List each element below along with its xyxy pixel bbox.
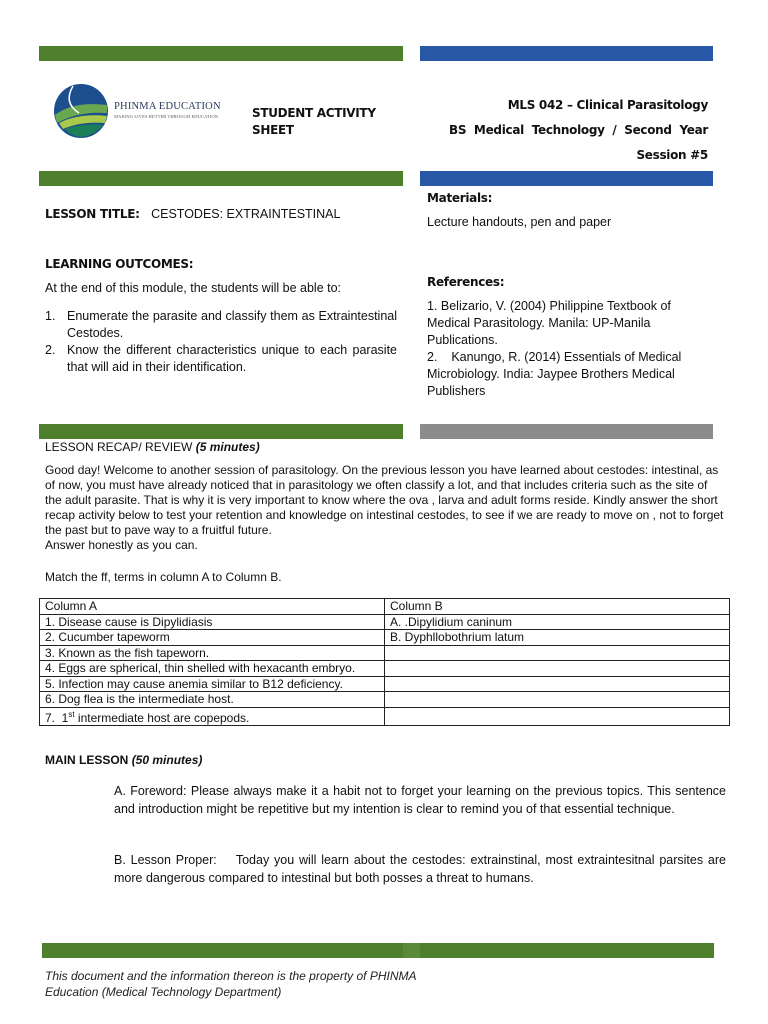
- main-lesson-heading-row: [45, 752, 202, 768]
- recap-duration: (5 minutes): [195, 440, 260, 454]
- session-number: Session #5: [636, 148, 708, 162]
- column-a-cell: [40, 707, 385, 725]
- footer-bar-divider: [403, 943, 420, 958]
- recap-bar-right: [420, 424, 713, 439]
- recap-heading-row: [45, 439, 260, 455]
- lesson-proper-paragraph: B. Lesson Proper: Today you will learn about the cestodes: extrainstinal, most extraintesitnal parsites are more dangerous compared to intestinal but both posses a threat to humans.: [114, 853, 730, 885]
- column-a-header: Column A: [40, 599, 385, 615]
- outcome-number: 2.: [45, 343, 56, 357]
- recap-instruction: Match the ff, terms in column A to Column B.: [45, 570, 282, 584]
- main-lesson-heading: MAIN LESSON: [45, 753, 129, 767]
- column-b-cell: B. Dyphllobothrium latum: [385, 630, 730, 646]
- column-a-cell: 6. Dog flea is the intermediate host.: [40, 692, 385, 708]
- column-b-cell: A. .Dipylidium caninum: [385, 614, 730, 630]
- column-a-cell: 5. Infection may cause anemia similar to B12 deficiency.: [40, 676, 385, 692]
- header-bar-left: [39, 46, 403, 61]
- lesson-title-label: LESSON TITLE:: [45, 207, 140, 221]
- reference-item: 2. Kanungo, R. (2014) Essentials of Medical Microbiology. India: Jaypee Brothers Medical Publishers: [427, 350, 685, 398]
- reference-item: 1. Belizario, V. (2004) Philippine Textbook of Medical Parasitology. Manila: UP-Manila Publications.: [427, 299, 671, 347]
- outcome-item: [45, 342, 397, 376]
- footer-note: [45, 968, 417, 1000]
- materials-text: Lecture handouts, pen and paper: [427, 215, 612, 229]
- table-row: [40, 676, 730, 692]
- course-title: MLS 042 – Clinical Parasitology: [507, 98, 708, 112]
- row-7-superscript: st: [68, 709, 75, 719]
- table-row: [40, 645, 730, 661]
- column-b-cell: [385, 707, 730, 725]
- section-bar-right: [420, 171, 713, 186]
- column-b-cell: [385, 676, 730, 692]
- footer-line2: Education (Medical Technology Department): [45, 985, 282, 999]
- logo-tagline: MAKING LIVES BETTER THROUGH EDUCATION: [114, 114, 219, 119]
- recap-paragraph: Good day! Welcome to another session of parasitology. On the previous lesson you have learned about cestodes: intestinal, as of now, you must have already noticed that in parasitology we often classify a lot, and that includes criteria such as the site of the adult parasite. That is why it is very important to know where the ova , larva and adult forms reside. Kindly answer the short recap activity below to test your retention and knowledge on intestinal cestodes, to see if we are ready to move on , not to forget the past but to pave way to a fruitful future.: [45, 463, 724, 537]
- program-line: BS Medical Technology / Second Year: [448, 123, 708, 137]
- column-a-cell: 3. Known as the fish tapeworn.: [40, 645, 385, 661]
- column-a-cell: 1. Disease cause is Dipylidiasis: [40, 614, 385, 630]
- column-a-cell: 2. Cucumber tapeworm: [40, 630, 385, 646]
- recap-heading: LESSON RECAP/ REVIEW: [45, 440, 193, 454]
- table-row: [40, 661, 730, 677]
- outcomes-heading: LEARNING OUTCOMES:: [45, 257, 194, 271]
- row-7-prefix: 7. 1: [45, 710, 69, 725]
- lesson-title-row: [45, 206, 340, 222]
- main-lesson-duration: (50 minutes): [131, 753, 203, 767]
- outcome-item: [45, 308, 397, 342]
- doc-type-line1: STUDENT ACTIVITY: [252, 106, 376, 120]
- phinma-logo: [53, 83, 109, 139]
- header-bar-right: [420, 46, 713, 61]
- outcome-number: 1.: [45, 309, 56, 323]
- outcome-text: Enumerate the parasite and classify them as Extraintestinal Cestodes.: [67, 309, 397, 340]
- table-row: [40, 630, 730, 646]
- table-row: [40, 614, 730, 630]
- outcomes-list: [45, 308, 397, 376]
- logo-name: PHINMA EDUCATION: [114, 101, 221, 112]
- column-b-cell: [385, 661, 730, 677]
- foreword-paragraph: A. Foreword: Please always make it a habit not to forget your learning on the previous topics. This sentence and introduction might be repetitive but my intention is clear to remind you of that essential technique.: [114, 784, 726, 816]
- table-row: [40, 707, 730, 725]
- recap-bar-left: [39, 424, 403, 439]
- doc-type-line2: SHEET: [252, 123, 294, 137]
- references-heading: References:: [427, 275, 505, 289]
- footer-bar: [42, 943, 714, 958]
- recap-closing: Answer honestly as you can.: [45, 538, 198, 552]
- outcome-text: Know the different characteristics unique to each parasite that will aid in their identification.: [67, 343, 397, 374]
- column-b-header: Column B: [385, 599, 730, 615]
- column-b-cell: [385, 645, 730, 661]
- footer-line1: This document and the information thereon is the property of PHINMA: [45, 969, 417, 983]
- section-bar-left: [39, 171, 403, 186]
- outcomes-intro: At the end of this module, the students will be able to:: [45, 281, 342, 295]
- row-7-suffix: intermediate host are copepods.: [74, 710, 250, 725]
- materials-heading: Materials:: [427, 191, 493, 205]
- phinma-logo-icon: [53, 83, 109, 139]
- column-b-cell: [385, 692, 730, 708]
- table-header-row: [40, 599, 730, 615]
- column-a-cell: 4. Eggs are spherical, thin shelled with hexacanth embryo.: [40, 661, 385, 677]
- matching-table: [39, 598, 730, 726]
- lesson-title-value: CESTODES: EXTRAINTESTINAL: [151, 207, 341, 221]
- table-row: [40, 692, 730, 708]
